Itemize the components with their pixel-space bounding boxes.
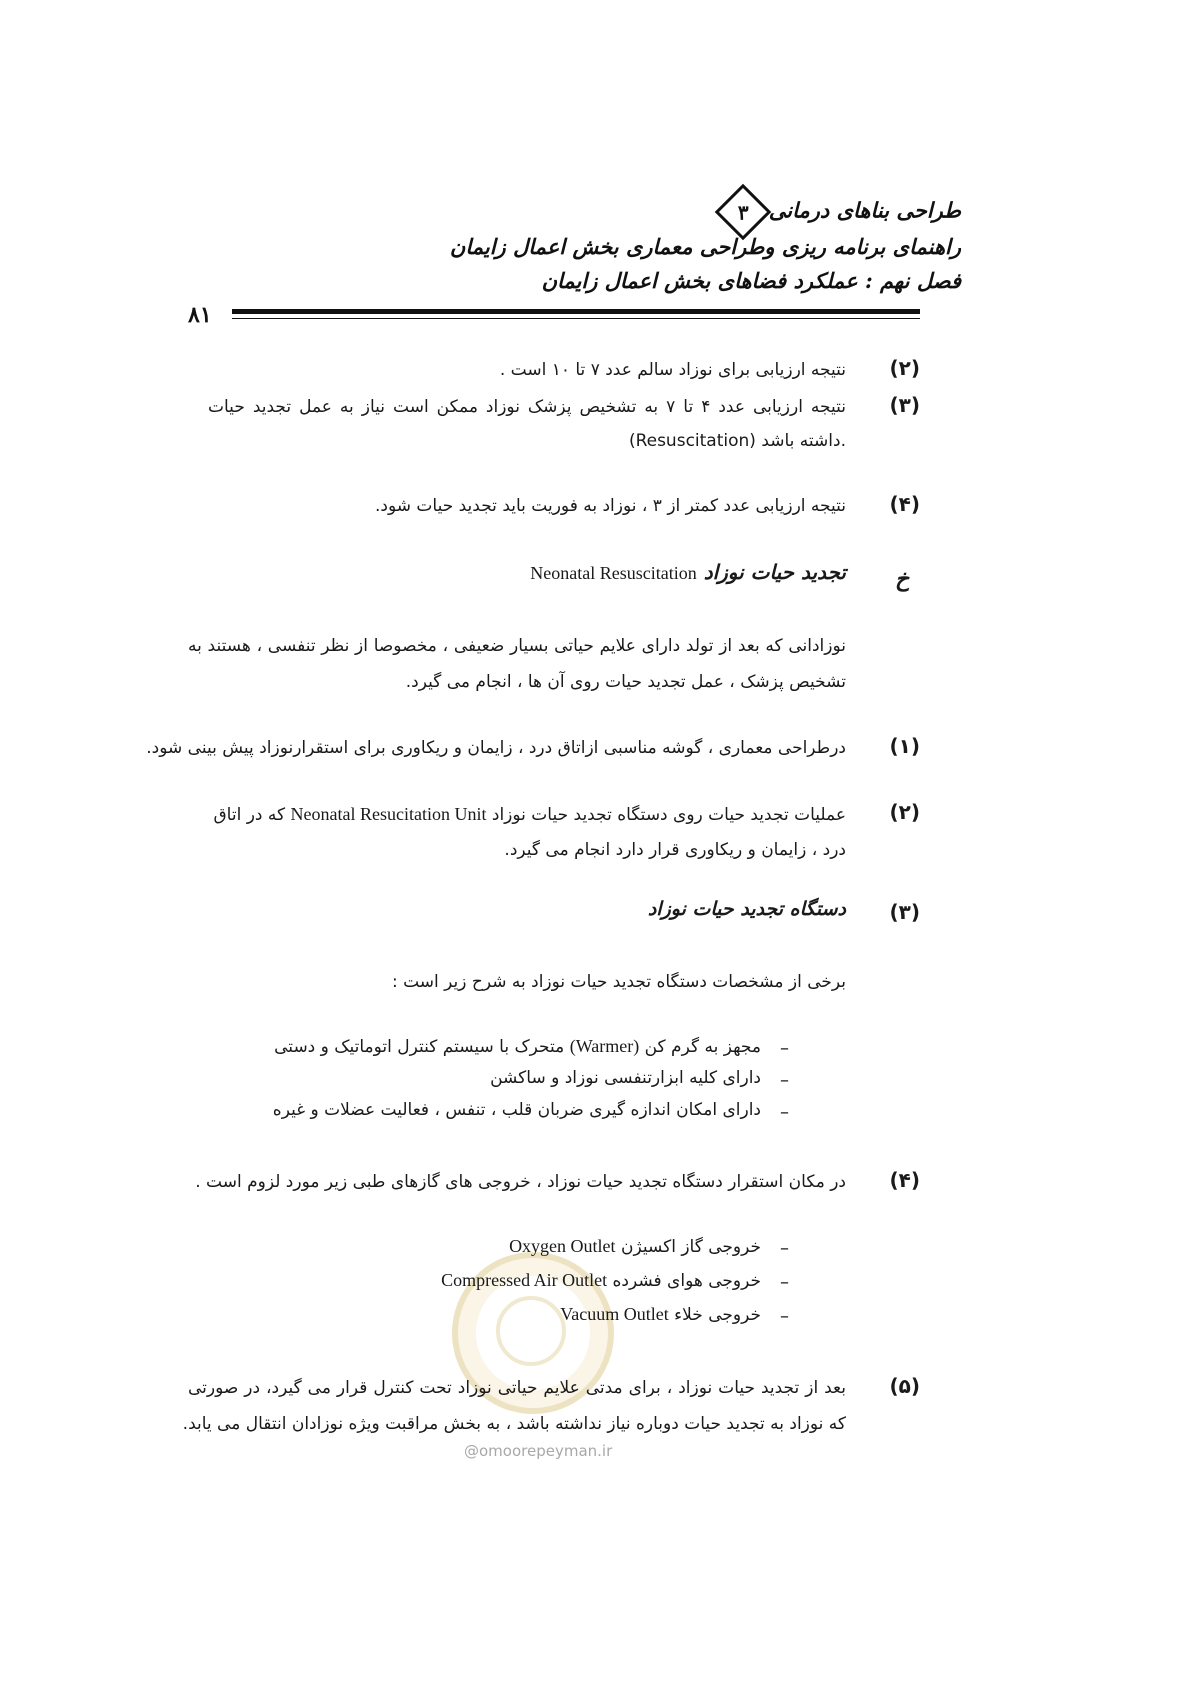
outlet-text-en: Compressed Air Outlet bbox=[441, 1270, 608, 1290]
page-number: ۸۱ bbox=[188, 302, 212, 328]
point-marker: (۴) bbox=[889, 1168, 920, 1192]
point-marker: (۱) bbox=[889, 734, 920, 758]
point-text: بعد از تجدید حیات نوزاد ، برای مدتی علایم حیاتی نوزاد تحت کنترل قرار می گیرد، در صورتی bbox=[188, 1378, 846, 1398]
bullet-dash: – bbox=[780, 1238, 789, 1259]
item-text: نتیجه ارزیابی عدد ۴ تا ۷ به تشخیص پزشک نوزاد ممکن است نیاز به عمل تجدید حیات bbox=[208, 397, 846, 417]
point-text-fa: عملیات تجدید حیات روی دستگاه تجدید حیات نوزاد bbox=[491, 805, 846, 825]
header-rule bbox=[232, 309, 920, 314]
feature-text-en: (Warmer) bbox=[569, 1036, 640, 1056]
point-text: درد ، زایمان و ریکاوری قرار دارد انجام می گیرد. bbox=[504, 840, 846, 860]
point-text-en: Neonatal Resucitation Unit bbox=[290, 804, 487, 824]
outlet-item bbox=[560, 1304, 761, 1325]
chapter-title: فصل نهم : عملکرد فضاهای بخش اعمال زایمان bbox=[541, 268, 961, 293]
section-intro: تشخیص پزشک ، عمل تجدید حیات روی آن ها ، انجام می گیرد. bbox=[405, 672, 846, 692]
feature-text: متحرک با سیستم کنترل اتوماتیک و دستی bbox=[274, 1037, 565, 1057]
section-title bbox=[530, 560, 846, 584]
outlet-item bbox=[441, 1270, 761, 1291]
section-marker: خ bbox=[895, 566, 910, 592]
volume-number: ۳ bbox=[737, 200, 749, 224]
item-text: (Resuscitation) داشته باشد. bbox=[628, 431, 846, 451]
feature-item: دارای کلیه ابزارتنفسی نوزاد و ساکشن bbox=[490, 1068, 761, 1088]
volume-emblem bbox=[714, 184, 771, 241]
bullet-dash: – bbox=[780, 1306, 789, 1327]
section-title-fa: تجدید حیات نوزاد bbox=[703, 560, 846, 584]
device-heading: دستگاه تجدید حیات نوزاد bbox=[647, 898, 846, 920]
feature-item: دارای امکان اندازه گیری ضربان قلب ، تنفس ، فعالیت عضلات و غیره bbox=[272, 1100, 761, 1120]
outlet-item bbox=[509, 1236, 761, 1257]
device-intro: برخی از مشخصات دستگاه تجدید حیات نوزاد به شرح زیر است : bbox=[391, 972, 846, 992]
point-text: که نوزاد به تجدید حیات دوباره نیاز نداشته باشد ، به بخش مراقبت ویژه نوزادان انتقال می یابد. bbox=[182, 1414, 846, 1434]
book-title-text: طراحی بناهای درمانی bbox=[768, 197, 961, 223]
point-marker: (۲) bbox=[889, 800, 920, 824]
feature-item bbox=[274, 1036, 761, 1057]
point-marker: (۳) bbox=[889, 900, 920, 924]
bullet-dash: – bbox=[780, 1102, 789, 1123]
outlet-text-en: Oxygen Outlet bbox=[509, 1236, 616, 1256]
bullet-dash: – bbox=[780, 1070, 789, 1091]
item-marker: (۳) bbox=[889, 393, 920, 417]
item-text: نتیجه ارزیابی برای نوزاد سالم عدد ۷ تا ۱۰ است . bbox=[499, 360, 846, 380]
bullet-dash: – bbox=[780, 1038, 789, 1059]
item-text: نتیجه ارزیابی عدد کمتر از ۳ ، نوزاد به فوریت باید تجدید حیات شود. bbox=[375, 496, 846, 516]
feature-text: مجهز به گرم کن bbox=[644, 1037, 761, 1057]
outlet-text-fa: خروجی خلاء bbox=[674, 1305, 761, 1325]
section-title-en: Neonatal Resuscitation bbox=[530, 563, 697, 583]
bullet-dash: – bbox=[780, 1272, 789, 1293]
item-marker: (۲) bbox=[889, 356, 920, 380]
point-marker: (۵) bbox=[889, 1374, 920, 1398]
subtitle: راهنمای برنامه ریزی وطراحی معماری بخش اعمال زایمان bbox=[449, 234, 961, 259]
point-text-fa: که در اتاق bbox=[213, 805, 286, 825]
point-text bbox=[213, 796, 846, 833]
section-intro: نوزادانی که بعد از تولد دارای علایم حیاتی بسیار ضعیفی ، مخصوصا از نظر تنفسی ، هستند به bbox=[188, 636, 846, 656]
outlet-text-fa: خروجی هوای فشرده bbox=[612, 1271, 761, 1291]
item-marker: (۴) bbox=[889, 492, 920, 516]
watermark-url: @omoorepeyman.ir bbox=[464, 1442, 613, 1460]
outlet-text-fa: خروجی گاز اکسیژن bbox=[620, 1237, 761, 1257]
point-text: در مکان استقرار دستگاه تجدید حیات نوزاد ، خروجی های گازهای طبی زیر مورد لزوم است . bbox=[195, 1172, 846, 1192]
outlet-text-en: Vacuum Outlet bbox=[560, 1304, 669, 1324]
point-text: درطراحی معماری ، گوشه مناسبی ازاتاق درد ، زایمان و ریکاوری برای استقرارنوزاد پیش بینی شود. bbox=[146, 738, 846, 758]
header-rule-thin bbox=[232, 318, 920, 319]
book-title bbox=[717, 192, 961, 232]
